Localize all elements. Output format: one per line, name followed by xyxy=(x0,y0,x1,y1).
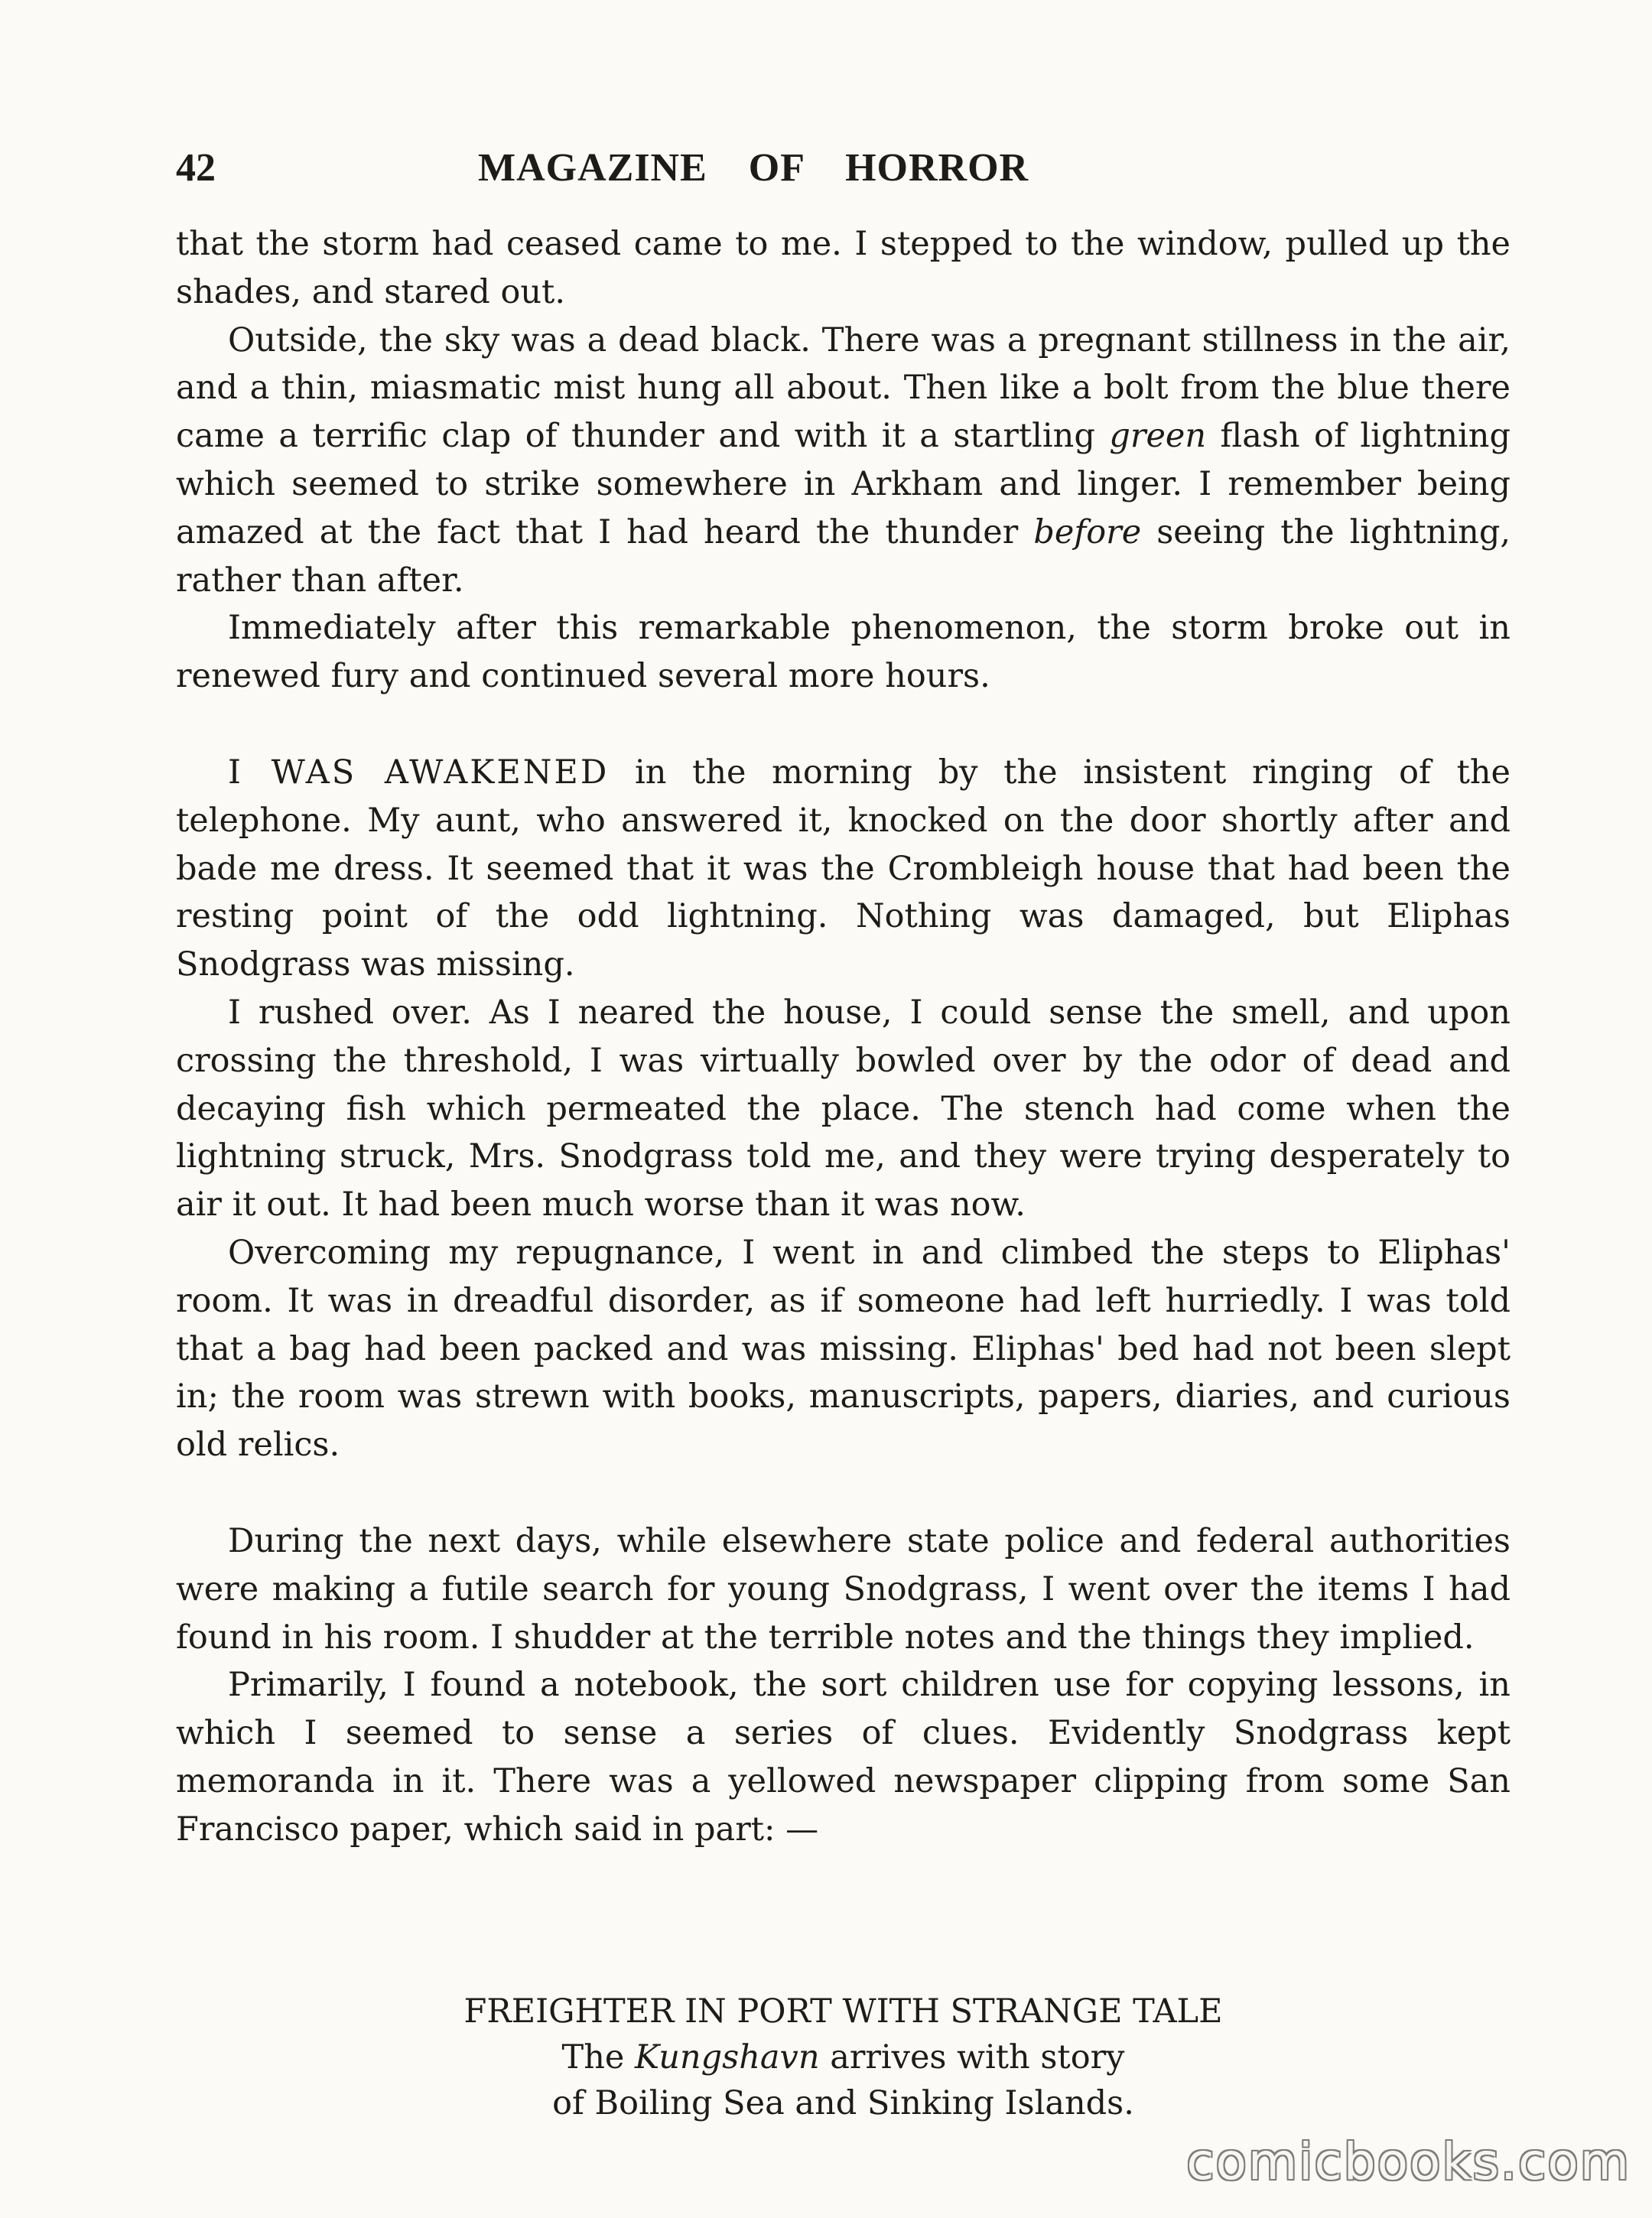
paragraph-overcoming: Overcoming my repugnance, I went in and climbed the steps to Eliphas' room. It was in dreadful disorder, as if someone had left hurriedly. I was told that a bag had been packed and was missing. Eliphas' bed had not been slept in; the room was strewn with books, manuscripts, papers, diaries, and curious old relics. xyxy=(176,1233,1511,1465)
paragraph-text: in the morning by the insistent ringing of the telephone. My aunt, who answered it, knocked on the door shortly after and bade me dress. It seemed that it was the Crombleigh house that had been the resting point of the odd lightning. Nothing was damaged, but Eliphas Snodgrass was missing. xyxy=(176,753,1511,984)
paragraph-storm-ceased: that the storm had ceased came to me. I stepped to the window, pulled up the shades, and stared out. xyxy=(176,225,1511,311)
ship-name: Kungshavn xyxy=(635,2038,820,2077)
paragraph-outside-sky xyxy=(176,317,1511,605)
paragraph-rushed-over: I rushed over. As I neared the house, I could sense the smell, and upon crossing the threshold, I was virtually bowled over by the odor of dead and decaying fish which permeated the place. The stench had come when the lightning struck, Mrs. Snodgrass told me, and they were trying desperately to air it out. It had been much worse than it was now. xyxy=(176,993,1511,1224)
section-break xyxy=(176,701,1511,749)
headline-line-2 xyxy=(176,2034,1511,2080)
newspaper-headline xyxy=(176,1989,1511,2126)
paragraph-awakened xyxy=(176,749,1511,989)
section-break xyxy=(176,1469,1511,1517)
headline-line-3: of Boiling Sea and Sinking Islands. xyxy=(552,2084,1134,2122)
page-header xyxy=(176,145,1511,199)
watermark-logo: comicbooks.com xyxy=(1186,2132,1631,2191)
headline-text: The xyxy=(561,2038,625,2077)
running-head: MAGAZINE OF HORROR xyxy=(478,146,1029,190)
paragraph-text: flash of lightning which seemed to strike somewhere in Arkham and linger. I remember being amazed at the fact that I had heard the thunder xyxy=(176,417,1511,551)
paragraph-primarily: Primarily, I found a notebook, the sort children use for copying lessons, in which I seemed to sense a series of clues. Evidently Snodgrass kept memoranda in it. There was a yellowed newspaper clipping from some San Francisco paper, which said in part: — xyxy=(176,1666,1511,1849)
emphasis-green: green xyxy=(1109,417,1207,456)
paragraph-text: seeing the lightning, rather than after. xyxy=(176,512,1511,600)
lead-in-caps: I WAS AWAKENED xyxy=(228,753,610,792)
paragraph-text: Outside, the sky was a dead black. There was a pregnant stillness in the air, and a thin, miasmatic mist hung all about. Then like a bolt from the blue there came a terrific clap of thunder and with it a startling xyxy=(176,320,1511,456)
book-page xyxy=(176,0,1511,2218)
paragraph-next-days: During the next days, while elsewhere state police and federal authorities were making a futile search for young Snodgrass, I went over the items I had found in his room. I shudder at the terrible notes and the things they implied. xyxy=(176,1521,1511,1657)
paragraph-immediately: Immediately after this remarkable phenomenon, the storm broke out in renewed fury and continued several more hours. xyxy=(176,609,1511,696)
story-text xyxy=(176,220,1511,1854)
page-number: 42 xyxy=(176,146,216,190)
headline-text: arrives with story xyxy=(830,2038,1125,2077)
headline-line-1: FREIGHTER IN PORT WITH STRANGE TALE xyxy=(463,1992,1223,2031)
emphasis-before: before xyxy=(1033,512,1142,551)
